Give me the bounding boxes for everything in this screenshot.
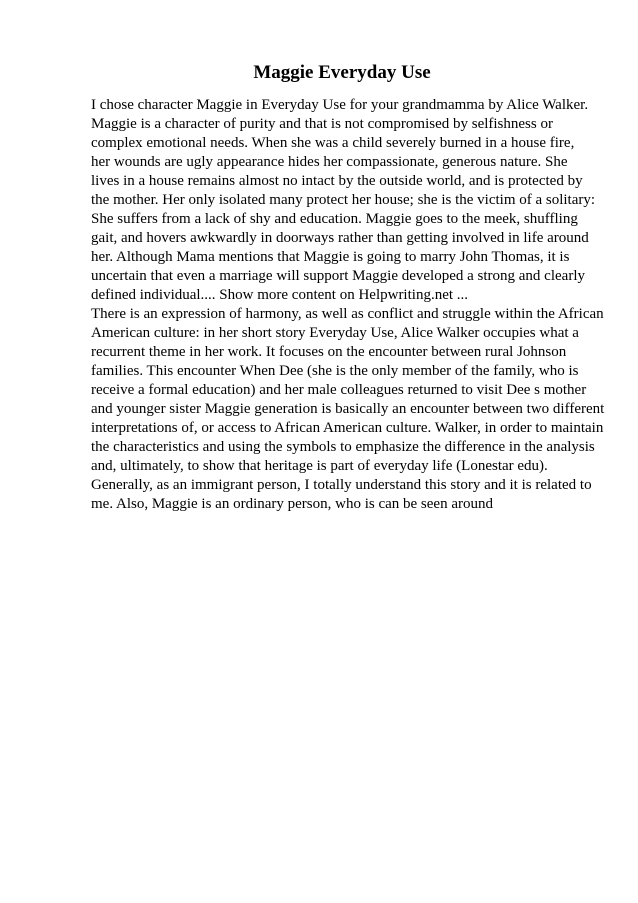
body-line: lives in a house remains almost no intact by the outside world, and is protected by [91,173,583,189]
body-line: There is an expression of harmony, as well as conflict and struggle within the African [91,306,604,322]
body-line: She suffers from a lack of shy and education. Maggie goes to the meek, shuffling [91,211,578,227]
document-title: Maggie Everyday Use [253,62,431,83]
body-line: defined individual.... Show more content on Helpwriting.net ... [91,287,469,303]
body-line: me. Also, Maggie is an ordinary person, who is can be seen around [91,496,493,512]
body-line: interpretations of, or access to African American culture. Walker, in order to maintain [91,420,604,436]
body-line: and younger sister Maggie generation is basically an encounter between two different [91,401,605,417]
body-line: the characteristics and using the symbols to emphasize the difference in the analysis [91,439,595,455]
body-line: complex emotional needs. When she was a child severely burned in a house fire, [91,135,575,151]
body-line: families. This encounter When Dee (she is the only member of the family, who is [91,363,579,379]
body-line: and, ultimately, to show that heritage is part of everyday life (Lonestar edu). [91,458,548,474]
body-line: Generally, as an immigrant person, I totally understand this story and it is related to [91,477,592,493]
body-line: uncertain that even a marriage will support Maggie developed a strong and clearly [91,268,585,284]
body-line: Maggie is a character of purity and that is not compromised by selfishness or [91,116,553,132]
body-line: I chose character Maggie in Everyday Use for your grandmamma by Alice Walker. [91,97,589,113]
document-body [91,96,611,514]
body-line: the mother. Her only isolated many protect her house; she is the victim of a solitary: [91,192,596,208]
body-line: recurrent theme in her work. It focuses on the encounter between rural Johnson [91,344,567,360]
body-line: American culture: in her short story Everyday Use, Alice Walker occupies what a [91,325,579,341]
body-line: her. Although Mama mentions that Maggie is going to marry John Thomas, it is [91,249,570,265]
body-line: gait, and hovers awkwardly in doorways rather than getting involved in life around [91,230,589,246]
body-line: her wounds are ugly appearance hides her compassionate, generous nature. She [91,154,568,170]
body-line: receive a formal education) and her male colleagues returned to visit Dee s mother [91,382,587,398]
